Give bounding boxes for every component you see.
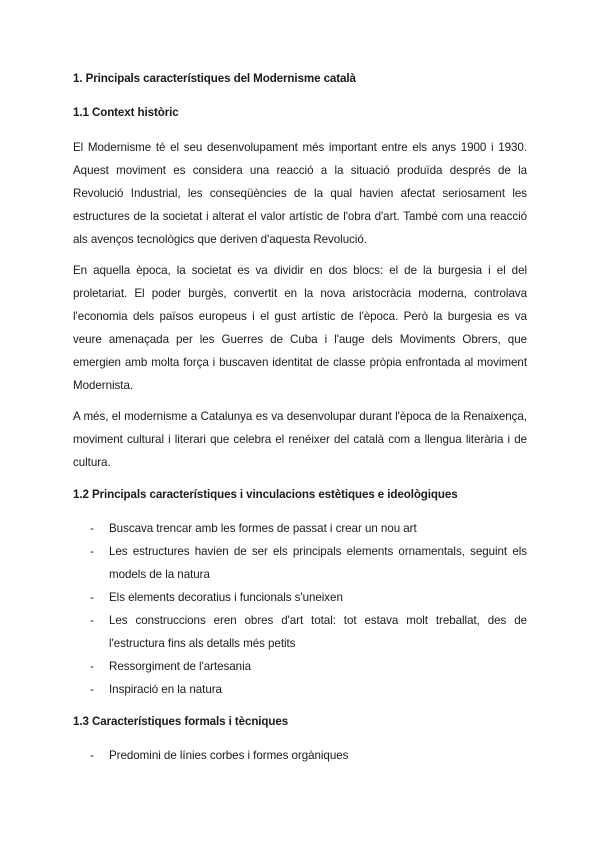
list-item-text: Ressorgiment de l'artesania (109, 660, 251, 673)
bullet-dash: - (90, 522, 94, 535)
list-item (0, 517, 600, 540)
bullet-dash: - (90, 591, 94, 604)
bullet-dash: - (90, 545, 94, 558)
bullet-dash: - (90, 683, 94, 696)
list-item-text: Buscava trencar amb les formes de passat i crear un nou art (109, 522, 417, 535)
bullet-dash: - (90, 614, 94, 627)
characteristics-list (0, 517, 600, 701)
list-item-text: Les estructures havien de ser els principals elements ornamentals, seguint els models de la natura (109, 545, 527, 581)
section-heading-context: 1.1 Context històric (73, 106, 179, 119)
formal-list (0, 744, 600, 767)
list-item (0, 678, 600, 701)
list-item-text: Els elements decoratius i funcionals s'uneixen (109, 591, 343, 604)
paragraph: A més, el modernisme a Catalunya es va desenvolupar durant l'època de la Renaixença, moviment cultural i literari que celebra el renéixer del català com a llengua literària i de cultura. (73, 410, 527, 469)
list-item (0, 609, 600, 655)
list-item (0, 586, 600, 609)
bullet-dash: - (90, 749, 94, 762)
bullet-dash: - (90, 660, 94, 673)
list-item-text: Les construccions eren obres d'art total: tot estava molt treballat, des de l'estructura fins als detalls més petits (109, 614, 527, 650)
section-heading-characteristics: 1.2 Principals característiques i vinculacions estètiques e ideològiques (73, 488, 458, 501)
list-item-text: Inspiració en la natura (109, 683, 222, 696)
list-item-text: Predomini de línies corbes i formes orgàniques (109, 749, 349, 762)
paragraph: En aquella època, la societat es va dividir en dos blocs: el de la burgesia i el del proletariat. El poder burgès, convertit en la nova aristocràcia moderna, controlava l'economia dels països europeus i el gust artístic de l'època. Però la burgesia es va veure amenaçada per les Guerres de Cuba i l'auge dels Moviments Obrers, que emergien amb molta força i buscaven identitat de classe pròpia enfrontada al moviment Modernista. (73, 264, 527, 392)
list-item (0, 540, 600, 586)
document-title: 1. Principals característiques del Modernisme català (73, 72, 356, 85)
section-heading-formal: 1.3 Característiques formals i tècniques (73, 715, 289, 728)
paragraph: El Modernisme té el seu desenvolupament més important entre els anys 1900 i 1930. Aquest moviment es considera una reacció a la situació produïda després de la Revolució Industrial, les conseqüències de la qual havien afectat seriosament les estructures de la societat i alterat el valor artístic de l'obra d'art. També com una reacció als avenços tecnològics que deriven d'aquesta Revolució. (73, 141, 527, 246)
list-item (0, 744, 600, 767)
list-item (0, 655, 600, 678)
